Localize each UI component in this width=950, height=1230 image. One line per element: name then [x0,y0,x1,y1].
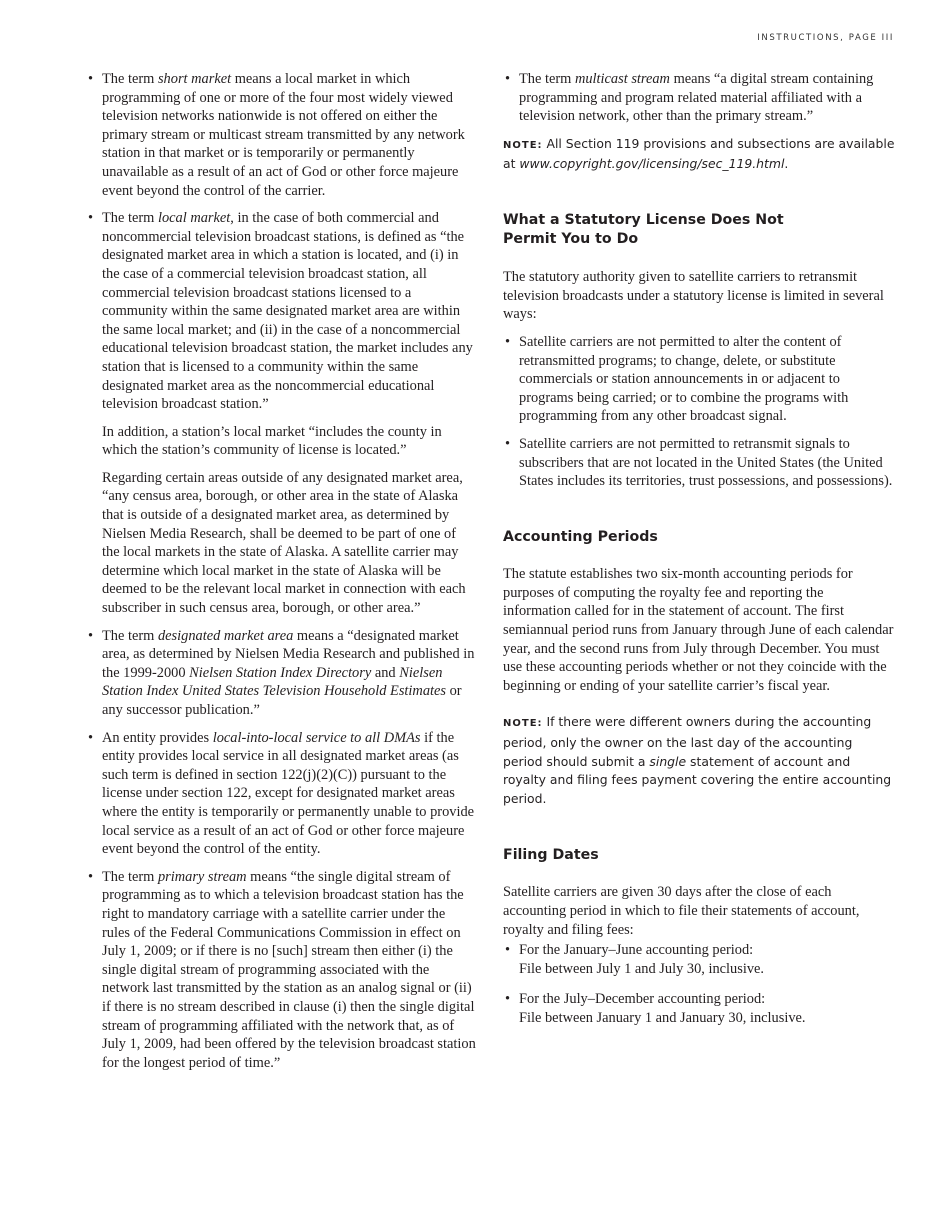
publication-nielsen-household-estimates: Nielsen Station Index United States Television Household Estimates [102,664,447,700]
term-primary-stream: primary stream [157,868,247,885]
term-multicast-stream: multicast stream [574,71,670,87]
definition-local-into-local: • An entity provides local-into-local service to all DMAs if the entity provides local service in all designated market areas (as such term is defined in section 122(j)(2)(C)) pursuant to the license under section 122, except for designated market areas where the entity is temporarily or permanently unable to provide local service as a result of an act of God or other force majeure event beyond the control of the entity. [86,729,476,859]
filing-dates-list [503,941,895,1027]
filing-intro: Satellite carriers are given 30 days after the close of each accounting period in which to file their statements of account, royalty and filing fees: [503,884,860,938]
list-item: • Satellite carriers are not permitted to retransmit signals to subscribers that are not located in the United States (the United States includes its territories, trust possessions, and possessions). [503,435,895,491]
heading-filing-dates: Filing Dates [503,846,599,863]
definition-local-market: • The term local market, in the case of both commercial and noncommercial television broadcast stations, is defined as “the designated market area in which a station is located, and (i) in the case of a commercial television broadcast station, all commercial television broadcast stations licensed to a community within the same designated market area are within the same local market; and (ii) in the case of a noncommercial educational television broadcast station, the market includes any station that is licensed to a community within the same designated market area as the noncommercial educational television broadcast station.” In addition, a station’s local market “includes the county in which the station’s community of license is located.” Regarding certain areas outside of any designated market area, “any census area, borough, or other area in the state of Alaska that is outside of a designated market area, as determined by Nielsen Media Research, shall be deemed to be part of one of the local markets in the state of Alaska. A satellite carrier may determine which local market in the state of Alaska will be deemed to be the relevant local market in connection with each subscriber in such census area, borough, or other area.” [86,209,476,617]
definition-designated-market-area: • The term designated market area means a “designated market area, as determined by Nielsen Media Research and published in the 1999-2000 Nielsen Station Index Directory and Nielsen Station Index United States Television Household Estimates or any successor publication.” [86,627,476,720]
note-section-119: NOTE: All Section 119 provisions and subsections are available at www.copyright.gov/licensing/sec_119.html. [503,135,895,172]
running-head: INSTRUCTIONS, PAGE III [757,33,894,43]
local-market-county-paragraph: In addition, a station’s local market “includes the county in which the station’s community of license is located.” [102,423,442,459]
multicast-list [503,70,895,126]
local-market-alaska-paragraph: Regarding certain areas outside of any designated market area, “any census area, borough, or other area in the state of Alaska that is outside of a designated market area, as determined by Nielsen Media Research, shall be deemed to be part of one of the local markets in the state of Alaska. A satellite carrier may determine which local market in the state of Alaska will be deemed to be the relevant local market in connection with each subscriber in such census area, borough, or other area.” [102,469,466,617]
list-item: • For the July–December accounting period: File between January 1 and January 30, inclusive. [503,990,895,1027]
definitions-list [86,70,476,1072]
term-designated-market-area: designated market area [157,627,294,644]
definition-short-market: • The term short market means a local market in which programming of one or more of the four most widely viewed television networks nationwide is not offered on either the primary stream or multicast stream transmitted by any network station in that market or is temporarily or permanently unavailable as a result of an act of God or other force majeure event beyond the control of the carrier. [86,70,476,200]
definition-multicast-stream: • The term multicast stream means “a digital stream containing programming and program related material affiliated with a television network, other than the primary stream.” [503,70,895,126]
list-item: • For the January–June accounting period: File between July 1 and July 30, inclusive. [503,941,895,978]
accounting-periods-text: The statute establishes two six-month accounting periods for purposes of computing the royalty fee and reporting the information called for in the statement of account. The first semiannual period runs from January through June of each calendar year, and the second runs from July through December. You must use these accounting periods whether or not they coincide with the beginning or ending of your satellite carrier’s fiscal year. [503,566,894,694]
term-local-into-local: local-into-local service to all DMAs [212,729,421,746]
heading-accounting-periods: Accounting Periods [503,528,658,545]
right-column [503,70,895,1037]
left-column [86,70,476,1081]
note-owners: NOTE: If there were different owners during the accounting period, only the owner on the last day of the accounting period should submit a single statement of account and royalty and filing fees payment covering the entire accounting period. [503,714,892,807]
term-local-market: local market [157,210,231,227]
list-item: • Satellite carriers are not permitted to alter the content of retransmitted programs; to change, delete, or substitute commercials or station announcements in or adjacent to programs being carried; or to combine the programs with programming from any other broadcast signal. [503,333,895,426]
statutory-intro: The statutory authority given to satellite carriers to retransmit television broadcasts under a statutory license is limited in several ways: [503,269,884,323]
term-short-market: short market [157,71,232,87]
statutory-limits-list [503,333,895,491]
publication-nielsen-directory: Nielsen Station Index Directory [189,664,372,681]
definition-primary-stream: • The term primary stream means “the single digital stream of programming as to which a television broadcast station has the right to mandatory carriage with a satellite carrier under the rules of the Federal Communications Commission in effect on July 1, 2009; or if there is no [such] stream then either (i) the single digital stream of programming associated with the network last transmitted by the station as an analog signal or (ii) if there is no stream described in clause (i) then the single digital stream of programming affiliated with the network that, as of July 1, 2009, had been offered by the television broadcast station for the longest period of time.” [86,868,476,1073]
heading-statutory-license: What a Statutory License Does Not Permit You to Do [503,212,784,247]
copyright-url-link[interactable]: www.copyright.gov/licensing/sec_119.html [519,156,785,172]
